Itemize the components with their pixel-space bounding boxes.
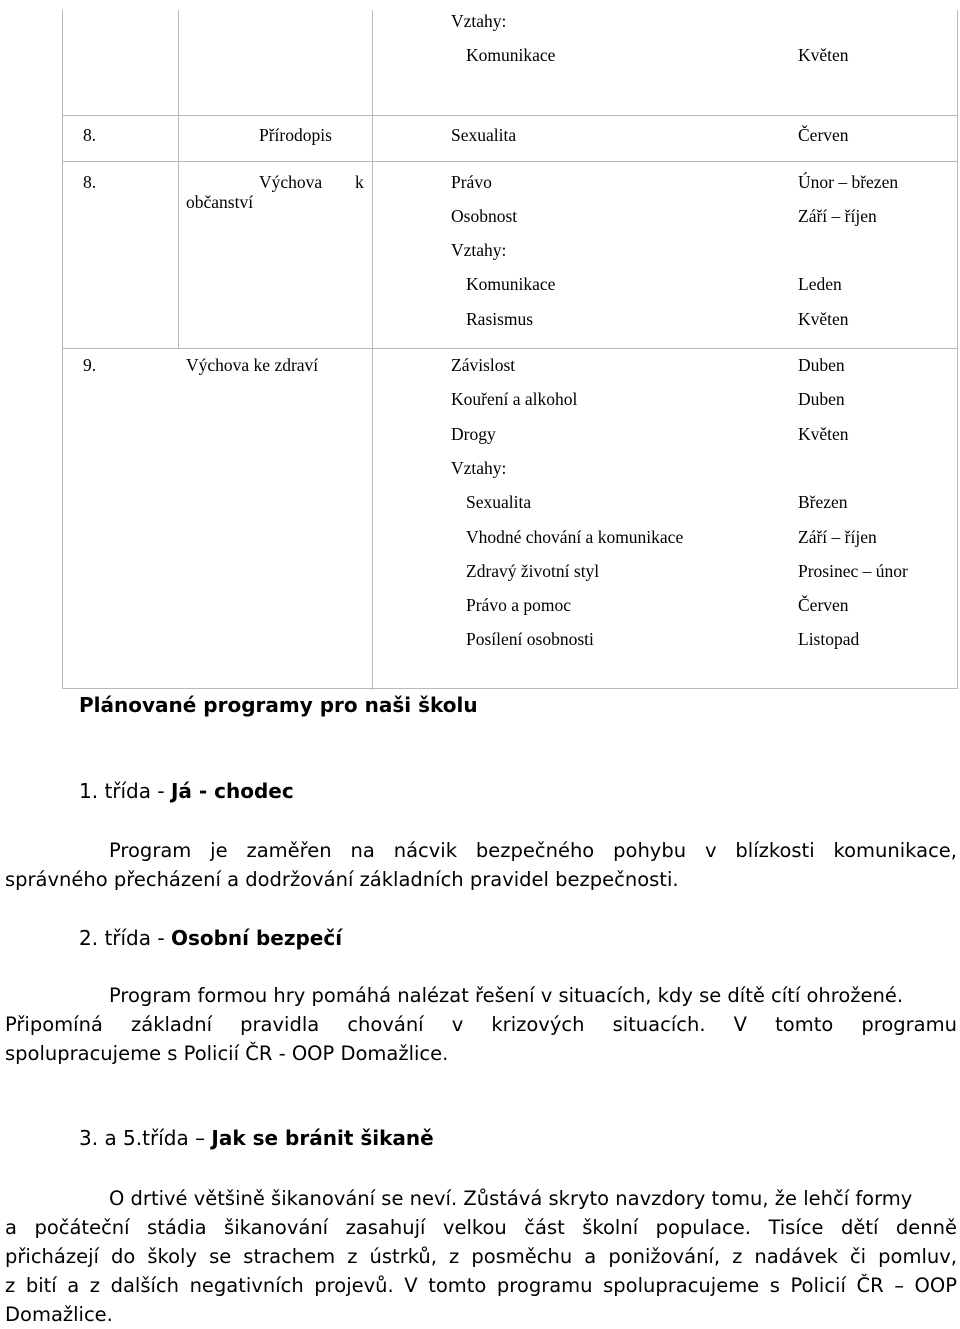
program-name: Jak se bránit šikaně	[211, 1126, 434, 1150]
grade-cell: 8.	[83, 172, 97, 192]
table-row-divider	[62, 161, 958, 162]
program-title	[79, 779, 294, 803]
topic-cell: Závislost	[451, 355, 516, 375]
topic-cell: Kouření a alkohol	[451, 389, 578, 409]
paragraph-line: z bití a z dalších negativních projevů. V tomto programu spolupracujeme s Policií ČR – OOP	[5, 1274, 957, 1297]
program-name: Osobní bezpečí	[170, 926, 343, 950]
month-cell: Březen	[798, 492, 848, 512]
topic-cell: Posílení osobnosti	[466, 629, 594, 649]
table-divider-grade	[178, 10, 179, 348]
table-border-right	[957, 10, 958, 688]
topic-cell: Sexualita	[466, 492, 532, 512]
topic-cell: Sexualita	[451, 125, 517, 145]
subject-cell: Přírodopis	[259, 125, 332, 145]
paragraph-line: O drtivé většině šikanování se neví. Zůstává skryto navzdory tomu, že lehčí formy	[109, 1187, 913, 1210]
topic-cell: Vztahy:	[451, 11, 507, 31]
paragraph-line: správného přecházení a dodržování základních pravidel bezpečnosti.	[5, 868, 679, 891]
topic-cell: Právo a pomoc	[466, 595, 571, 615]
month-cell: Únor – březen	[798, 172, 899, 192]
paragraph-line: přicházejí do školy se strachem z ústrků, z posměchu a ponižování, z nadávek či pomluv,	[5, 1245, 957, 1268]
program-grade: 1. třída -	[79, 779, 171, 803]
paragraph-line: spolupracujeme s Policií ČR - OOP Domažlice.	[5, 1042, 449, 1065]
month-cell: Listopad	[798, 629, 860, 649]
section-heading: Plánované programy pro naši školu	[79, 693, 478, 717]
table-row-divider	[62, 115, 958, 116]
subject-cell: k	[355, 172, 364, 192]
paragraph-line: a počáteční stádia šikanování zasahují velkou část školní populace. Tisíce dětí denně	[5, 1216, 957, 1239]
table-row-divider	[62, 348, 958, 349]
month-cell: Prosinec – únor	[798, 561, 908, 581]
program-description	[5, 836, 957, 894]
subject-cell: Výchova	[259, 172, 323, 192]
program-description	[5, 981, 957, 1068]
month-cell: Září – říjen	[798, 206, 877, 226]
program-description	[5, 1184, 957, 1329]
paragraph-line: Program je zaměřen na nácvik bezpečného pohybu v blízkosti komunikace,	[109, 839, 957, 862]
table-divider-subject	[372, 10, 373, 690]
topic-cell: Komunikace	[466, 274, 556, 294]
subject-cell: občanství	[186, 192, 254, 212]
table-row-divider	[62, 688, 958, 689]
program-name: Já - chodec	[170, 779, 294, 803]
month-cell: Leden	[798, 274, 842, 294]
paragraph-line: Připomíná základní pravidla chování v krizových situacích. V tomto programu	[5, 1013, 957, 1036]
month-cell: Červen	[798, 125, 849, 145]
program-title	[79, 926, 342, 950]
program-grade: 2. třída -	[79, 926, 171, 950]
paragraph-line: Domažlice.	[5, 1303, 113, 1326]
table-border-left	[62, 10, 63, 688]
month-cell: Květen	[798, 309, 849, 329]
topic-cell: Vztahy:	[451, 458, 507, 478]
topic-cell: Drogy	[451, 424, 496, 444]
topic-cell: Vhodné chování a komunikace	[466, 527, 684, 547]
topic-cell: Komunikace	[466, 45, 556, 65]
grade-cell: 9.	[83, 355, 97, 375]
month-cell: Duben	[798, 355, 845, 375]
topic-cell: Osobnost	[451, 206, 518, 226]
program-title	[79, 1126, 434, 1150]
topic-cell: Rasismus	[466, 309, 534, 329]
grade-cell: 8.	[83, 125, 97, 145]
month-cell: Duben	[798, 389, 845, 409]
program-grade: 3. a 5.třída –	[79, 1126, 212, 1150]
topic-cell: Zdravý životní styl	[466, 561, 600, 581]
topic-cell: Právo	[451, 172, 492, 192]
paragraph-line: Program formou hry pomáhá nalézat řešení v situacích, kdy se dítě cítí ohrožené.	[109, 984, 904, 1007]
month-cell: Září – říjen	[798, 527, 877, 547]
subject-cell: Výchova ke zdraví	[186, 355, 319, 375]
topic-cell: Vztahy:	[451, 240, 507, 260]
month-cell: Květen	[798, 424, 849, 444]
month-cell: Červen	[798, 595, 849, 615]
month-cell: Květen	[798, 45, 849, 65]
